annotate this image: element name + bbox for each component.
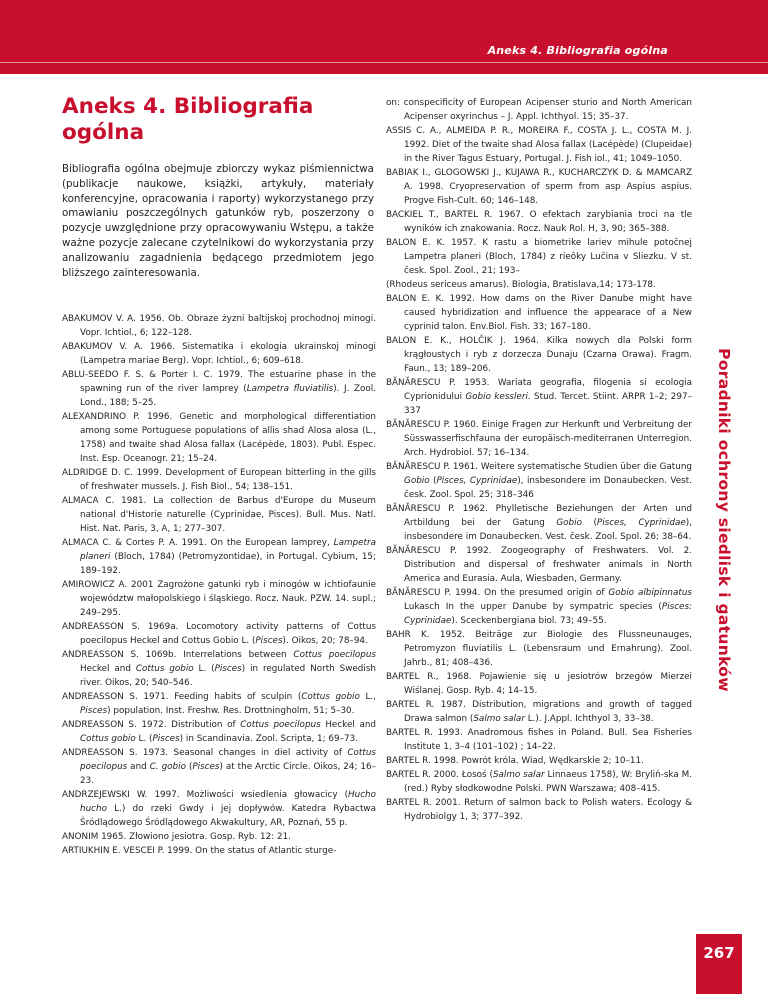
reference-entry: on: conspecificity of European Acipenser sturio and North American Acipenser oxyrinchus – J. Appl. Ichthyol. 15; 35–37. <box>386 98 692 122</box>
reference-entry: ANDREASSON S. 1069b. Interrelations between Cottus poecilopus Heckel and Cottus gobio L. (Pisces) in regulated North Swedish river. Oikos, 20; 540–546. <box>62 650 377 688</box>
reference-entry: AMIROWICZ A. 2001 Zagrożone gatunki ryb i minogów w ichtiofaunie województw małopolskiego i śląskiego. Rocz. Nauk. PZW. 14. supl.; 249–295. <box>62 580 376 618</box>
page-number-box <box>696 934 742 994</box>
running-header: Aneks 4. Bibliografia ogólna <box>487 44 668 57</box>
reference-entry: ALEXANDRINO P. 1996. Genetic and morphological differentiation among some Portuguese populations of allis shad Alosa alosa (L., 1758) and twaite shad Alosa fallax (Lacépède, 1803). Publ. Espec. Inst. Esp. Oceanogr. 21; 15–24. <box>62 412 376 464</box>
reference-entry: ALDRIDGE D. C. 1999. Development of European bitterling in the gills of freshwater mussels. J. Fish Biol., 54; 138–151. <box>62 468 376 492</box>
series-title: Poradniki ochrony siedlisk i gatunków <box>715 348 733 692</box>
reference-entry: BAHR K. 1952. Beiträge zur Biologie des Flussneunauges, Petromyzon fluviatilis L. (Lebensraum und Ernahrung). Zool. Jahrb., 81; 408–436. <box>386 630 692 668</box>
reference-entry: BALON E. K., HOLČIK J. 1964. Kilka nowych dla Polski form krągłoustych i ryb z dorzecza Dunaju (Czarna Orawa). Fragm. Faun., 13; 189–206. <box>386 336 692 374</box>
reference-entry: ALMACA C. 1981. La collection de Barbus d'Europe du Museum national d'Historie naturelle (Cyprinidae, Pisces). Bull. Mus. Natl. Hist. Nat. Paris, 3, A, 1; 277–307. <box>62 496 376 534</box>
references-right-column <box>386 96 692 824</box>
page-number: 267 <box>703 944 735 962</box>
reference-entry: BARTEL R. 1998. Powrót króla. Wiad, Wędkarskie 2; 10–11. <box>386 756 644 766</box>
reference-entry: ABAKUMOV V. A. 1956. Ob. Obraze żyzni baltijskoj prochodnoj minogi. Vopr. Ichtiol., 6; 122–128. <box>62 314 376 338</box>
reference-entry: BACKIEL T., BARTEL R. 1967. O efektach zarybiania troci na tle wyników ich znakowania. Rocz. Nauk Rol. H, 3, 90; 365–388. <box>386 210 692 234</box>
reference-entry: ASSIS C. A., ALMEIDA P. R., MOREIRA F., COSTA J. L., COSTA M. J. 1992. Diet of the twaite shad Alosa fallax (Lacépède) (Clupeidae) in the River Tagus Estuary, Portugal. J. Fish iol., 41; 1049–1050. <box>386 126 692 164</box>
reference-entry: BARTEL R. 2000. Łosoś (Salmo salar Linnaeus 1758), W: Bryliń-ska M. (red.) Ryby słodkowodne Polski. PWN Warszawa; 408–415. <box>386 770 692 794</box>
reference-entry: BARTEL R., 1968. Pojawienie się u jesiotrów brzegów Mierzei Wiślanej. Gosp. Ryb. 4; 14–15. <box>386 672 692 696</box>
reference-entry: ANONIM 1965. Złowiono jesiotra. Gosp. Ryb. 12: 21. <box>62 832 291 842</box>
reference-entry: BĂNĂRESCU P. 1994. On the presumed origin of Gobio albipinnatus Lukasch In the upper Danube by sympatric species (Pisces: Cyprinidae). Sceckenbergiana biol. 73; 49–55. <box>386 588 692 626</box>
reference-entry: ANDREASSON S. 1973. Seasonal changes in diel activity of Cottus poecilopus and C. gobio (Pisces) at the Arctic Circle. Oikos, 24; 16–23. <box>62 748 376 786</box>
reference-entry: BARTEL R. 1987. Distribution, migrations and growth of tagged Drawa salmon (Salmo salar L.). J.Appl. Ichthyol 3, 33–38. <box>386 700 692 724</box>
reference-entry: BĂNĂRESCU P. 1992. Zoogeography of Freshwaters. Vol. 2. Distribution and dispersal of freshwater animals in North America and Eurasia. Aula, Wiesbaden, Germany. <box>386 546 692 584</box>
header-divider <box>0 62 768 63</box>
reference-entry: BĂNĂRESCU P. 1961. Weitere systematische Studien über die Gatung Gobio (Pisces, Cyprinidae), insbesondere im Donaubecken. Vest. česk. Zool. Spol. 25; 318–346 <box>386 462 692 500</box>
references-left-column <box>62 312 376 858</box>
reference-entry: BARTEL R. 1993. Anadromous fishes in Poland. Bull. Sea Fisheries Institute 1, 3–4 (101–102) ; 14–22. <box>386 728 692 752</box>
reference-entry: BĂNĂRESCU P. 1953. Wariata geografia, filogenia si ecologia Cyprionidului Gobio kessleri. Stud. Tercet. Stiint. ARPR 1–2; 297–337 <box>386 378 692 416</box>
reference-entry: ABAKUMOV V. A. 1966. Sistematika i ekologia ukrainskoj minogi (Lampetra mariae Berg). Vopr. Ichtiol., 6; 609–618. <box>62 342 376 366</box>
reference-entry: ARTIUKHIN E. VESCEI P. 1999. On the status of Atlantic sturge- <box>62 846 337 856</box>
reference-entry: BĂNĂRESCU P. 1960. Einige Fragen zur Herkunft und Verbreitung der Süsswasserfischfauna der europäisch-mediterranen Unterregion. Arch. Hydrobiol. 57; 16–134. <box>386 420 692 458</box>
reference-entry: ANDREASSON S. 1969a. Locomotory activity patterns of Cottus poecilopus Heckel and Cottus Gobio L. (Pisces). Oikos, 20; 78–94. <box>62 622 376 646</box>
reference-entry: ANDREASSON S. 1971. Feeding habits of sculpin (Cottus gobio L., Pisces) population. Inst. Freshw. Res. Drottningholm, 51; 5–30. <box>62 692 376 716</box>
reference-entry: ALMACA C. & Cortes P. A. 1991. On the European lamprey, Lampetra planeri (Bloch, 1784) (Petromyzontidae), in Portugal. Cybium, 15; 189–192. <box>62 538 376 576</box>
reference-entry: ABLU-SEEDO F. S. & Porter I. C. 1979. The estuarine phase in the spawning run of the river lamprey (Lampetra fluviatilis). J. Zool. Lond., 188; 5–25. <box>62 370 376 408</box>
reference-entry: BĂNĂRESCU P. 1962. Phylletische Beziehungen der Arten und Artbildung bei der Gatung Gobio (Pisces, Cyprinidae), insbesondere im Donaubecken. Vest. česk. Zool. Spol. 26; 38–64. <box>386 504 692 542</box>
header-bar <box>0 0 768 74</box>
reference-entry: (Rhodeus sericeus amarus). Biologia, Bratislava,14; 173-178. <box>386 280 656 290</box>
series-sidebar <box>704 310 744 730</box>
reference-entry: BARTEL R. 2001. Return of salmon back to Polish waters. Ecology & Hydrobiolgy 1, 3; 377–392. <box>386 798 692 822</box>
reference-entry: BALON E. K. 1957. K rastu a biometrike lariev mihule potočnej Lampetra planeri (Bloch, 1784) z rieôky Lučina v Sliezku. V st. česk. Spol. Zool., 21; 193– <box>386 238 692 276</box>
intro-paragraph: Bibliografia ogólna obejmuje zbiorczy wykaz piśmiennictwa (publikacje naukowe, książki, artykuły, materiały konferencyjne, opracowania i raporty) wykorzystanego przy omawianiu poszczególnych gatunków ryb, poszerzony o pozycje uwzględnione przy opracowywaniu Wstępu, a także ważne pozycje zalecane czytelnikowi do wykorzystania przy analizowaniu zagadnienia będącego przedmiotem jego bliższego zainteresowania. <box>62 163 374 279</box>
reference-entry: ANDREASSON S. 1972. Distribution of Cottus poecilopus Heckel and Cottus gobio L. (Pisces) in Scandinavia. Zool. Scripta, 1; 69–73. <box>62 720 376 744</box>
reference-entry: BALON E. K. 1992. How dams on the River Danube might have caused hybridization and influence the appearace of a New cyprinid talon. Env.Biol. Fish. 33; 167–180. <box>386 294 692 332</box>
reference-entry: ANDRZEJEWSKI W. 1997. Możliwości wsiedlenia głowacicy (Hucho hucho L.) do rzeki Gwdy i jej dopływów. Katedra Rybactwa Śródlądowego Śródlądowego Akwakultury, AR, Poznań, 55 p. <box>62 790 376 828</box>
reference-entry: BABIAK I., GLOGOWSKI J., KUJAWA R., KUCHARCZYK D. & MAMCARZ A. 1998. Cryopreservation of sperm from asp Aspius aspius. Progve Fish-Cult. 60; 146–148. <box>386 168 692 206</box>
page-title: Aneks 4. Bibliografia ogólna <box>62 94 314 145</box>
